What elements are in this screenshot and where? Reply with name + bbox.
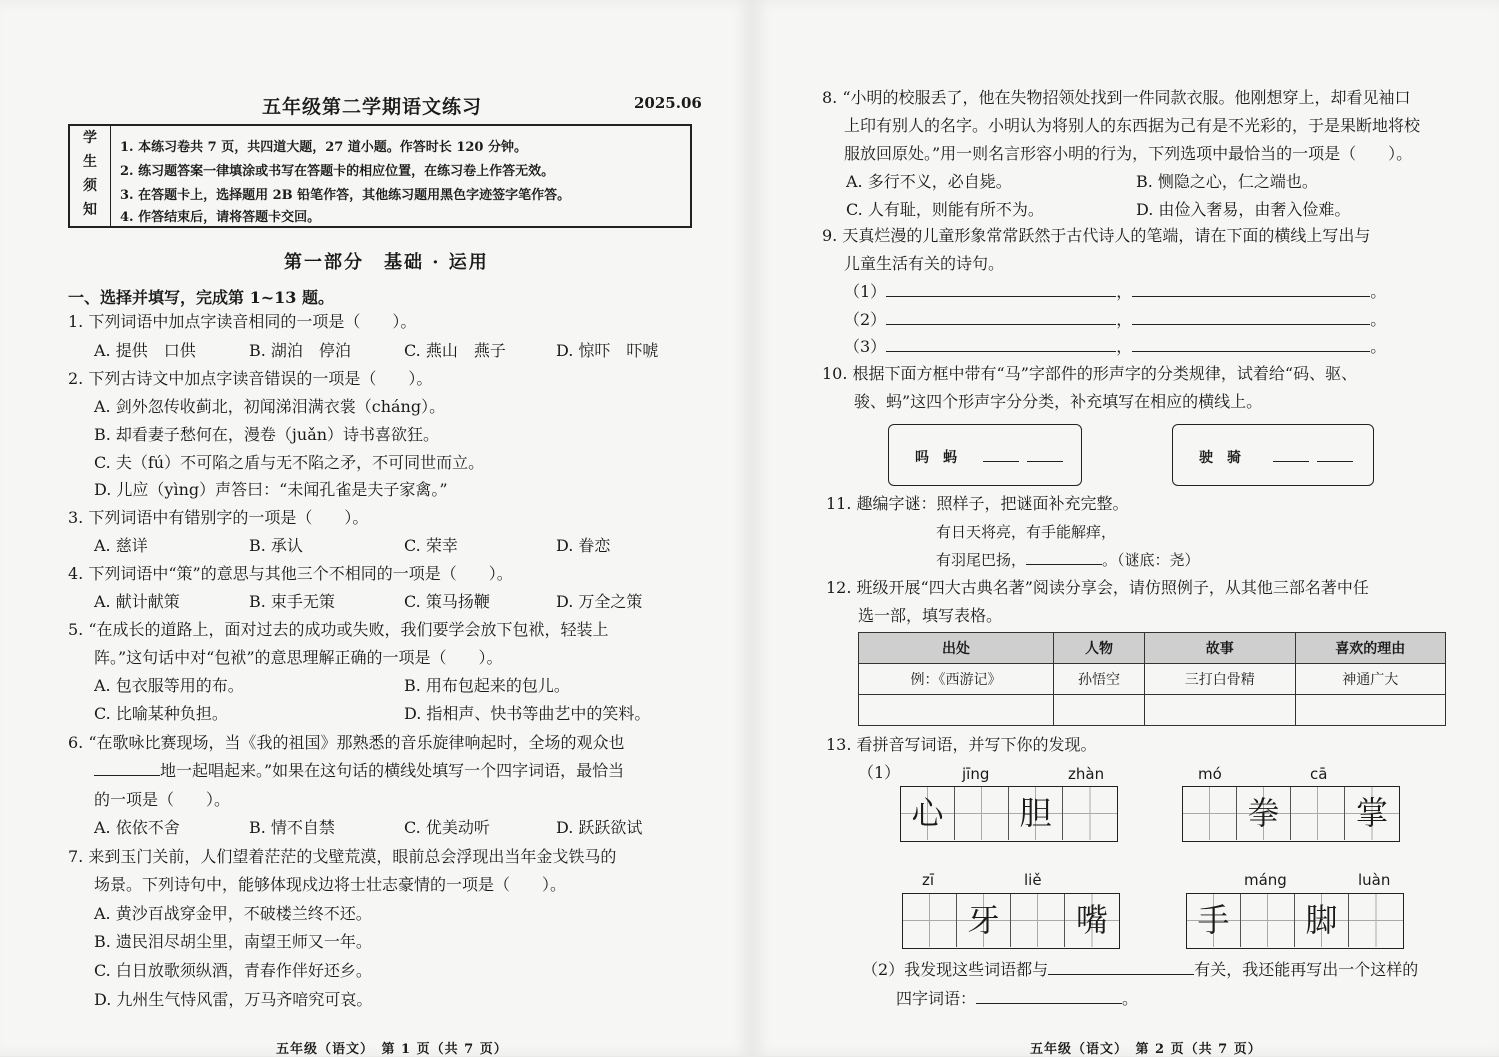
answer-blank[interactable] bbox=[1027, 461, 1063, 462]
option: B. 承认 bbox=[249, 536, 303, 555]
option: B. 遗民泪尽胡尘里，南望王师又一年。 bbox=[94, 932, 372, 951]
answer-cell[interactable] bbox=[1295, 695, 1445, 726]
answer-blank[interactable] bbox=[1273, 461, 1309, 462]
question-10-cont: 骏、蚂”这四个形声字分分类，补充填写在相应的横线上。 bbox=[854, 392, 1263, 411]
answer-blank[interactable] bbox=[983, 461, 1019, 462]
option: B. 用布包起来的包儿。 bbox=[404, 676, 570, 695]
grid-cell: 牙 bbox=[957, 894, 1011, 947]
notice-item: 2. 练习题答案一律填涂或书写在答题卡的相应位置，在练习卷上作答无效。 bbox=[120, 164, 555, 179]
writing-grid bbox=[1182, 786, 1400, 842]
answer-blank[interactable] bbox=[94, 761, 160, 776]
grid-cell[interactable] bbox=[955, 787, 1009, 840]
option: D. 儿应（yìng）声答曰：“未闻孔雀是夫子家禽。” bbox=[94, 480, 448, 499]
option: C. 优美动听 bbox=[404, 818, 490, 837]
question-7-cont: 场景。下列诗句中，能够体现戍边将士壮志豪情的一项是（ ）。 bbox=[94, 875, 567, 894]
question-12: 12. 班级开展“四大古典名著”阅读分享会，请仿照例子，从其他三部名著中任 bbox=[826, 578, 1369, 597]
table-header: 故事 bbox=[1145, 633, 1295, 664]
table-cell: 孙悟空 bbox=[1053, 664, 1144, 695]
grid-cell: 脚 bbox=[1295, 894, 1349, 947]
option: D. 九州生气恃风雷，万马齐喑究可哀。 bbox=[94, 990, 373, 1009]
table-header: 喜欢的理由 bbox=[1295, 633, 1445, 664]
page-footer: 五年级（语文） 第 1 页（共 7 页） bbox=[276, 1042, 508, 1057]
category-box-2 bbox=[1172, 424, 1374, 486]
answer-line-label: （3） ， 。 bbox=[844, 337, 1387, 356]
question-6-cont: 地一起唱起来。”如果在这句话的横线处填写一个四字词语，最恰当 bbox=[94, 761, 624, 781]
option: D. 指相声、快书等曲艺中的笑料。 bbox=[404, 704, 651, 723]
pinyin: zī bbox=[922, 871, 935, 889]
option: B. 湖泊 停泊 bbox=[249, 341, 351, 360]
option: A. 慈详 bbox=[94, 536, 148, 555]
pinyin: zhàn bbox=[1068, 765, 1105, 783]
question-7: 7. 来到玉门关前，人们望着茫茫的戈壁荒漠，眼前总会浮现出当年金戈铁马的 bbox=[68, 847, 617, 866]
notice-item: 1. 本练习卷共 7 页，共四道大题，27 道小题。作答时长 120 分钟。 bbox=[120, 140, 527, 155]
option: A. 剑外忽传收蓟北，初闻涕泪满衣裳（cháng）。 bbox=[94, 397, 446, 416]
option: C. 夫（fú）不可陷之盾与无不陷之矛，不可同世而立。 bbox=[94, 453, 485, 472]
answer-blank[interactable] bbox=[1048, 960, 1194, 975]
sub-question-2: （2）我发现这些词语都与 有关，我还能再写出一个这样的 bbox=[862, 960, 1419, 979]
grid-cell[interactable] bbox=[1349, 894, 1403, 947]
notice-label: 学 生 须 知 bbox=[70, 126, 111, 226]
answer-cell[interactable] bbox=[859, 695, 1054, 726]
grid-cell[interactable] bbox=[1063, 787, 1117, 840]
question-5-cont: 阵。”这句话中对“包袱”的意思理解正确的一项是（ ）。 bbox=[94, 648, 503, 667]
question-4: 4. 下列词语中“策”的意思与其他三个不相同的一项是（ ）。 bbox=[68, 564, 513, 583]
question-11: 11. 趣编字谜：照样子，把谜面补充完整。 bbox=[826, 494, 1129, 513]
question-12-cont: 选一部，填写表格。 bbox=[858, 606, 1003, 625]
pinyin: mó bbox=[1198, 765, 1222, 783]
answer-blank[interactable] bbox=[976, 989, 1122, 1004]
option: D. 万全之策 bbox=[556, 592, 643, 611]
option: A. 献计献策 bbox=[94, 592, 180, 611]
option: B. 情不自禁 bbox=[249, 818, 335, 837]
riddle-line: 有日天将亮，有手能解痒， bbox=[936, 523, 1117, 541]
answer-cell[interactable] bbox=[1053, 695, 1144, 726]
answer-blank[interactable] bbox=[886, 282, 1116, 297]
exam-date: 2025.06 bbox=[634, 94, 702, 112]
option: B. 却看妻子愁何在，漫卷（juǎn）诗书喜欲狂。 bbox=[94, 425, 440, 444]
books-table bbox=[858, 632, 1446, 726]
question-8-cont: 上印有别人的名字。小明认为将别人的东西据为己有是不光彩的，于是果断地将校 bbox=[844, 116, 1421, 135]
grid-cell: 拳 bbox=[1237, 787, 1291, 840]
writing-grid bbox=[902, 893, 1120, 949]
question-10: 10. 根据下面方框中带有“马”字部件的形声字的分类规律，试着给“码、驱、 bbox=[822, 364, 1358, 383]
sub-question-2-cont: 四字词语： 。 bbox=[896, 989, 1139, 1008]
option: C. 策马扬鞭 bbox=[404, 592, 490, 611]
grid-cell[interactable] bbox=[1291, 787, 1345, 840]
grid-cell: 嘴 bbox=[1065, 894, 1119, 947]
option: D. 惊吓 吓唬 bbox=[556, 341, 659, 360]
table-row bbox=[859, 695, 1446, 726]
category-box-text: 吗 蚂 bbox=[915, 450, 957, 466]
answer-cell[interactable] bbox=[1145, 695, 1295, 726]
question-2: 2. 下列古诗文中加点字读音错误的一项是（ ）。 bbox=[68, 369, 433, 388]
category-box-text: 驶 骑 bbox=[1199, 450, 1241, 466]
exam-title: 五年级第二学期语文练习 bbox=[262, 96, 483, 118]
option: C. 人有耻，则能有所不为。 bbox=[846, 200, 1044, 219]
pinyin: máng bbox=[1244, 871, 1287, 889]
table-row bbox=[859, 664, 1446, 695]
pinyin: cā bbox=[1310, 765, 1328, 783]
option: D. 由俭入奢易，由奢入俭难。 bbox=[1136, 200, 1351, 219]
answer-blank[interactable] bbox=[1026, 550, 1102, 565]
notice-item: 4. 作答结束后，请将答题卡交回。 bbox=[120, 210, 321, 225]
option: C. 比喻某种负担。 bbox=[94, 704, 228, 723]
section-title: 一、选择并填写，完成第 1~13 题。 bbox=[68, 288, 334, 307]
option: D. 跃跃欲试 bbox=[556, 818, 643, 837]
grid-cell[interactable] bbox=[903, 894, 957, 947]
question-8: 8. “小明的校服丢了，他在失物招领处找到一件同款衣服。他刚想穿上，却看见袖口 bbox=[822, 88, 1411, 107]
question-8-cont: 服放回原处。”用一则名言形容小明的行为，下列选项中最恰当的一项是（ ）。 bbox=[844, 144, 1413, 163]
answer-blank[interactable] bbox=[886, 310, 1116, 325]
option: A. 提供 口供 bbox=[94, 341, 196, 360]
grid-cell[interactable] bbox=[1241, 894, 1295, 947]
question-6-cont: 的一项是（ ）。 bbox=[94, 790, 231, 809]
table-header: 人物 bbox=[1053, 633, 1144, 664]
option: C. 燕山 燕子 bbox=[404, 341, 506, 360]
table-cell: 神通广大 bbox=[1295, 664, 1445, 695]
notice-box bbox=[68, 124, 692, 228]
pinyin: jīng bbox=[962, 765, 990, 783]
pinyin: liě bbox=[1024, 871, 1042, 889]
grid-cell: 心 bbox=[901, 787, 955, 840]
table-cell: 例：《西游记》 bbox=[859, 664, 1054, 695]
grid-cell: 手 bbox=[1187, 894, 1241, 947]
option: A. 多行不义，必自毙。 bbox=[846, 172, 1012, 191]
question-1: 1. 下列词语中加点字读音相同的一项是（ ）。 bbox=[68, 312, 417, 331]
question-5: 5. “在成长的道路上，面对过去的成功或失败，我们要学会放下包袱，轻装上 bbox=[68, 620, 609, 639]
option: B. 束手无策 bbox=[249, 592, 335, 611]
option: A. 包衣服等用的布。 bbox=[94, 676, 244, 695]
notice-item: 3. 在答题卡上，选择题用 2B 铅笔作答，其他练习题用黑色字迹签字笔作答。 bbox=[120, 188, 571, 203]
option: D. 眷恋 bbox=[556, 536, 611, 555]
question-3: 3. 下列词语中有错别字的一项是（ ）。 bbox=[68, 508, 369, 527]
answer-line-label: （2） ， 。 bbox=[844, 310, 1387, 329]
answer-line-label: （1） ， 。 bbox=[844, 282, 1387, 301]
grid-cell[interactable] bbox=[1183, 787, 1237, 840]
answer-blank[interactable] bbox=[886, 337, 1116, 352]
sub-question-label: （1） bbox=[858, 763, 901, 782]
question-9: 9. 天真烂漫的儿童形象常常跃然于古代诗人的笔端，请在下面的横线上写出与 bbox=[822, 226, 1371, 245]
question-6: 6. “在歌咏比赛现场，当《我的祖国》那熟悉的音乐旋律响起时，全场的观众也 bbox=[68, 733, 625, 752]
category-box-1 bbox=[888, 424, 1082, 486]
question-9-cont: 儿童生活有关的诗句。 bbox=[844, 254, 1005, 273]
option: C. 白日放歌须纵酒，青春作伴好还乡。 bbox=[94, 961, 372, 980]
option: A. 依依不舍 bbox=[94, 818, 180, 837]
option: B. 恻隐之心，仁之端也。 bbox=[1136, 172, 1318, 191]
question-13: 13. 看拼音写词语，并写下你的发现。 bbox=[826, 735, 1097, 754]
pinyin: luàn bbox=[1358, 871, 1391, 889]
answer-blank[interactable] bbox=[1132, 337, 1370, 352]
riddle-line: 有羽尾巴扬， 。（谜底：尧） bbox=[936, 551, 1200, 569]
answer-blank[interactable] bbox=[1317, 461, 1353, 462]
grid-cell: 掌 bbox=[1345, 787, 1399, 840]
writing-grid bbox=[1186, 893, 1404, 949]
option: A. 黄沙百战穿金甲，不破楼兰终不还。 bbox=[94, 904, 372, 923]
writing-grid bbox=[900, 786, 1118, 842]
grid-cell: 胆 bbox=[1009, 787, 1063, 840]
answer-blank[interactable] bbox=[1132, 282, 1370, 297]
table-header: 出处 bbox=[859, 633, 1054, 664]
option: C. 荣幸 bbox=[404, 536, 458, 555]
grid-cell[interactable] bbox=[1011, 894, 1065, 947]
table-cell: 三打白骨精 bbox=[1145, 664, 1295, 695]
part-title: 第一部分 基础 · 运用 bbox=[284, 252, 489, 273]
table-header-row bbox=[859, 633, 1446, 664]
page-footer: 五年级（语文） 第 2 页（共 7 页） bbox=[1030, 1042, 1262, 1057]
answer-blank[interactable] bbox=[1132, 310, 1370, 325]
